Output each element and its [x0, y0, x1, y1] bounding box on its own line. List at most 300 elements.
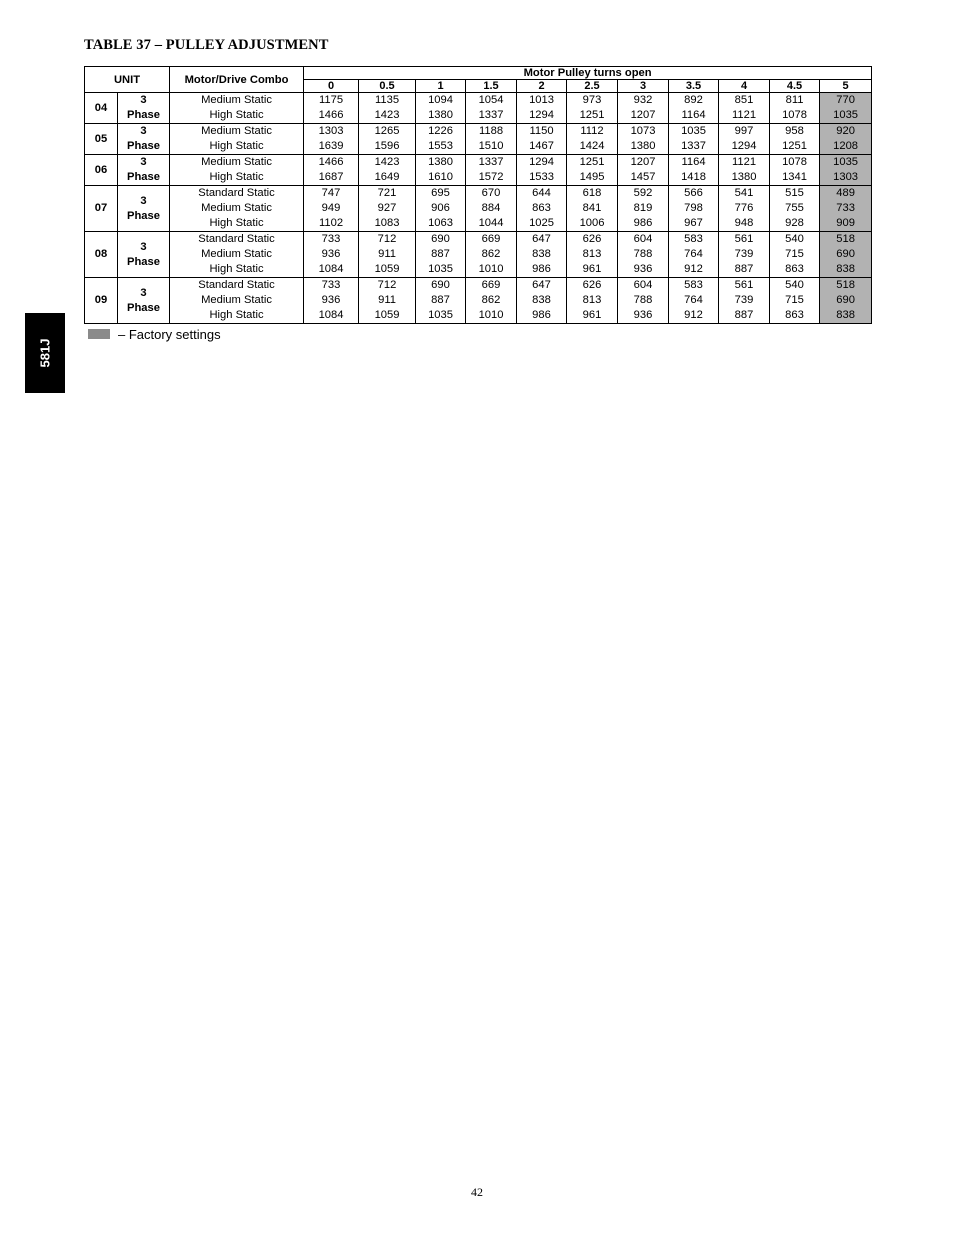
unit-label: 04 — [85, 93, 118, 124]
rpm-cell — [770, 186, 820, 232]
motor-drive-combo — [170, 186, 304, 232]
rpm-value: 566 — [684, 187, 703, 199]
rpm-cell — [669, 93, 719, 124]
motor-drive-combo — [170, 155, 304, 186]
rpm-value: 733 — [836, 202, 855, 214]
rpm-value: 1495 — [579, 171, 605, 183]
rpm-value: 540 — [785, 279, 804, 291]
combo-label: Medium Static — [201, 202, 272, 214]
rpm-value: 887 — [734, 309, 754, 321]
rpm-value: 1054 — [478, 94, 504, 106]
rpm-cell — [416, 93, 466, 124]
factory-setting-cell — [820, 93, 872, 124]
rpm-value: 739 — [734, 294, 754, 306]
rpm-value: 912 — [684, 309, 703, 321]
rpm-value: 811 — [785, 94, 804, 106]
phase-number: 3 — [140, 194, 147, 207]
rpm-cell — [567, 232, 618, 278]
rpm-cell — [466, 232, 517, 278]
rpm-cell — [719, 186, 770, 232]
rpm-cell — [517, 124, 567, 155]
legend-label: – Factory settings — [118, 326, 221, 342]
combo-label: High Static — [209, 217, 264, 229]
rpm-cell — [466, 124, 517, 155]
rpm-cell — [517, 278, 567, 324]
rpm-cell — [567, 278, 618, 324]
phase-word: Phase — [127, 140, 160, 152]
rpm-value: 892 — [684, 94, 703, 106]
rpm-value: 909 — [836, 217, 855, 229]
combo-label: High Static — [209, 140, 264, 152]
rpm-cell — [618, 155, 669, 186]
rpm-value: 669 — [481, 279, 501, 291]
rpm-value: 770 — [836, 94, 855, 106]
phase-word: Phase — [127, 255, 160, 268]
rpm-cell — [304, 186, 359, 232]
pulley-adjustment-table — [84, 66, 872, 324]
rpm-value: 647 — [532, 279, 551, 291]
rpm-value: 1380 — [630, 140, 656, 152]
phase-label — [118, 186, 170, 232]
combo-label: Medium Static — [201, 94, 272, 106]
rpm-cell — [359, 232, 416, 278]
rpm-value: 788 — [633, 248, 653, 260]
rpm-value: 604 — [633, 233, 653, 245]
factory-setting-cell — [820, 155, 872, 186]
rpm-value: 1553 — [428, 140, 453, 152]
rpm-value: 887 — [431, 294, 450, 306]
rpm-value: 733 — [321, 233, 341, 245]
rpm-value: 764 — [684, 294, 703, 306]
rpm-cell — [669, 232, 719, 278]
rpm-value: 1341 — [782, 171, 807, 183]
rpm-value: 851 — [734, 94, 754, 106]
header-row — [85, 67, 872, 80]
rpm-value: 561 — [734, 279, 754, 291]
turns-header-cell: 4.5 — [770, 80, 820, 93]
rpm-cell — [359, 124, 416, 155]
rpm-cell — [416, 232, 466, 278]
turns-header-cell: 5 — [820, 80, 872, 93]
rpm-cell — [567, 93, 618, 124]
rpm-value: 1687 — [318, 171, 344, 183]
rpm-cell — [770, 93, 820, 124]
rpm-value: 1251 — [579, 109, 605, 121]
rpm-cell — [669, 278, 719, 324]
rpm-cell — [304, 93, 359, 124]
turns-header-cell: 2.5 — [567, 80, 618, 93]
rpm-value: 626 — [582, 233, 602, 245]
rpm-value: 1596 — [374, 140, 400, 152]
rpm-value: 936 — [633, 263, 653, 275]
rpm-cell — [567, 124, 618, 155]
rpm-value: 1337 — [478, 109, 504, 121]
rpm-value: 776 — [734, 202, 754, 214]
rpm-value: 1572 — [478, 171, 504, 183]
unit-label: 06 — [85, 155, 118, 186]
rpm-cell — [517, 155, 567, 186]
table-title: TABLE 37 – PULLEY ADJUSTMENT — [84, 37, 329, 53]
rpm-value: 764 — [684, 248, 703, 260]
rpm-value: 583 — [684, 233, 703, 245]
rpm-value: 739 — [734, 248, 754, 260]
rpm-value: 819 — [633, 202, 653, 214]
rpm-value: 618 — [582, 187, 602, 199]
rpm-value: 936 — [321, 294, 341, 306]
rpm-value: 1510 — [478, 140, 504, 152]
rpm-value: 541 — [734, 187, 754, 199]
phase-number: 3 — [140, 125, 147, 137]
rpm-value: 912 — [684, 263, 703, 275]
rpm-value: 669 — [481, 233, 501, 245]
turns-header-cell: 3 — [618, 80, 669, 93]
rpm-value: 841 — [582, 202, 602, 214]
combo-label: Standard Static — [198, 233, 275, 245]
rpm-value: 1150 — [529, 125, 554, 137]
rpm-value: 1423 — [374, 109, 400, 121]
rpm-value: 1207 — [630, 156, 656, 168]
rpm-value: 1059 — [374, 263, 400, 275]
factory-setting-cell — [820, 186, 872, 232]
rpm-value: 788 — [633, 294, 653, 306]
rpm-cell — [416, 186, 466, 232]
rpm-cell — [304, 155, 359, 186]
rpm-value: 911 — [378, 294, 396, 306]
phase-label — [118, 155, 170, 186]
rpm-cell — [618, 93, 669, 124]
rpm-value: 1035 — [833, 156, 859, 168]
rpm-value: 1303 — [318, 125, 344, 137]
rpm-value: 1533 — [529, 171, 554, 183]
rpm-value: 1467 — [529, 140, 554, 152]
unit-row — [85, 186, 872, 232]
rpm-value: 1035 — [428, 309, 453, 321]
rpm-value: 936 — [321, 248, 341, 260]
rpm-value: 715 — [785, 248, 804, 260]
rpm-value: 1035 — [681, 125, 706, 137]
rpm-value: 884 — [481, 202, 501, 214]
rpm-cell — [770, 232, 820, 278]
factory-setting-cell — [820, 278, 872, 324]
rpm-value: 928 — [785, 217, 804, 229]
rpm-value: 626 — [582, 279, 602, 291]
rpm-value: 986 — [532, 263, 551, 275]
phase-number: 3 — [140, 156, 147, 168]
rpm-value: 1251 — [782, 140, 807, 152]
unit-row — [85, 155, 872, 186]
rpm-value: 838 — [836, 309, 855, 321]
rpm-cell — [618, 186, 669, 232]
rpm-value: 958 — [785, 125, 804, 137]
rpm-value: 1010 — [478, 263, 504, 275]
rpm-value: 712 — [377, 279, 397, 291]
combo-label: High Static — [209, 309, 264, 321]
rpm-cell — [567, 186, 618, 232]
combo-label: High Static — [209, 109, 264, 121]
rpm-value: 518 — [836, 233, 855, 245]
turns-header-cell: 0 — [304, 80, 359, 93]
rpm-value: 961 — [582, 309, 602, 321]
rpm-value: 986 — [532, 309, 551, 321]
rpm-value: 1084 — [318, 263, 344, 275]
rpm-cell — [304, 278, 359, 324]
motor-drive-combo — [170, 278, 304, 324]
rpm-value: 1380 — [428, 109, 453, 121]
phase-number: 3 — [140, 240, 147, 253]
combo-label: High Static — [209, 263, 264, 275]
unit-label: 05 — [85, 124, 118, 155]
rpm-value: 1112 — [580, 125, 604, 137]
phase-word: Phase — [127, 171, 160, 183]
rpm-cell — [517, 93, 567, 124]
rpm-cell — [719, 93, 770, 124]
rpm-value: 1078 — [782, 109, 807, 121]
rpm-value: 948 — [734, 217, 754, 229]
phase-word: Phase — [127, 301, 160, 314]
rpm-cell — [359, 186, 416, 232]
rpm-value: 1207 — [630, 109, 656, 121]
rpm-value: 906 — [431, 202, 450, 214]
rpm-value: 887 — [431, 248, 450, 260]
rpm-value: 1164 — [681, 109, 706, 121]
rpm-value: 755 — [785, 202, 804, 214]
rpm-value: 690 — [836, 248, 855, 260]
rpm-cell — [669, 186, 719, 232]
phase-word: Phase — [127, 209, 160, 222]
rpm-value: 1010 — [478, 309, 504, 321]
turns-header-cell: 2 — [517, 80, 567, 93]
rpm-value: 936 — [633, 309, 653, 321]
rpm-value: 690 — [431, 233, 450, 245]
unit-row — [85, 124, 872, 155]
rpm-value: 1135 — [374, 94, 400, 106]
header-turns-open: Motor Pulley turns open — [304, 67, 872, 80]
rpm-cell — [719, 124, 770, 155]
unit-label: 07 — [85, 186, 118, 232]
phase-number: 3 — [140, 286, 147, 299]
rpm-value: 1073 — [630, 125, 656, 137]
phase-number: 3 — [140, 94, 147, 106]
rpm-value: 1466 — [318, 109, 344, 121]
motor-drive-combo — [170, 93, 304, 124]
rpm-cell — [719, 155, 770, 186]
combo-label: Medium Static — [201, 294, 272, 306]
rpm-value: 1059 — [374, 309, 400, 321]
rpm-value: 1025 — [529, 217, 554, 229]
rpm-value: 1084 — [318, 309, 344, 321]
rpm-value: 1035 — [833, 109, 859, 121]
combo-label: High Static — [209, 171, 264, 183]
rpm-value: 1188 — [478, 125, 504, 137]
rpm-value: 887 — [734, 263, 754, 275]
rpm-value: 1083 — [374, 217, 400, 229]
rpm-cell — [517, 186, 567, 232]
rpm-cell — [719, 232, 770, 278]
turns-header-cell: 1.5 — [466, 80, 517, 93]
rpm-cell — [359, 155, 416, 186]
rpm-value: 1466 — [318, 156, 344, 168]
rpm-value: 715 — [785, 294, 804, 306]
rpm-cell — [517, 232, 567, 278]
rpm-value: 747 — [321, 187, 341, 199]
rpm-cell — [466, 155, 517, 186]
rpm-cell — [466, 93, 517, 124]
rpm-value: 932 — [633, 94, 653, 106]
rpm-value: 863 — [785, 309, 804, 321]
rpm-value: 973 — [582, 94, 602, 106]
turns-header-cell: 3.5 — [669, 80, 719, 93]
combo-label: Standard Static — [198, 187, 275, 199]
page-number: 42 — [471, 1185, 483, 1199]
rpm-value: 961 — [582, 263, 602, 275]
rpm-cell — [719, 278, 770, 324]
rpm-value: 670 — [481, 187, 501, 199]
phase-label — [118, 124, 170, 155]
motor-drive-combo — [170, 124, 304, 155]
phase-label — [118, 93, 170, 124]
factory-setting-swatch — [88, 329, 110, 339]
legend — [88, 327, 221, 341]
rpm-cell — [304, 232, 359, 278]
rpm-cell — [567, 155, 618, 186]
rpm-cell — [304, 124, 359, 155]
rpm-value: 1035 — [428, 263, 453, 275]
rpm-value: 1418 — [681, 171, 706, 183]
rpm-value: 644 — [532, 187, 551, 199]
rpm-value: 813 — [582, 294, 602, 306]
turns-header-cell: 0.5 — [359, 80, 416, 93]
rpm-value: 967 — [684, 217, 703, 229]
rpm-cell — [669, 155, 719, 186]
factory-setting-cell — [820, 124, 872, 155]
rpm-value: 1175 — [318, 94, 344, 106]
rpm-value: 1294 — [529, 109, 554, 121]
rpm-value: 1610 — [428, 171, 453, 183]
rpm-value: 1013 — [529, 94, 554, 106]
rpm-value: 1208 — [833, 140, 859, 152]
rpm-value: 583 — [684, 279, 703, 291]
rpm-value: 1226 — [428, 125, 453, 137]
rpm-value: 518 — [836, 279, 855, 291]
combo-label: Medium Static — [201, 248, 272, 260]
side-tab-label: 581J — [37, 338, 53, 368]
rpm-value: 690 — [836, 294, 855, 306]
combo-label: Standard Static — [198, 279, 275, 291]
rpm-cell — [359, 278, 416, 324]
rpm-value: 863 — [532, 202, 551, 214]
rpm-value: 1294 — [731, 140, 757, 152]
rpm-cell — [770, 124, 820, 155]
rpm-value: 1044 — [478, 217, 504, 229]
turns-header-cell: 4 — [719, 80, 770, 93]
rpm-value: 1337 — [681, 140, 706, 152]
rpm-value: 1380 — [428, 156, 453, 168]
rpm-value: 838 — [532, 294, 551, 306]
rpm-value: 1337 — [478, 156, 504, 168]
rpm-value: 862 — [481, 294, 501, 306]
rpm-value: 695 — [431, 187, 450, 199]
rpm-cell — [416, 124, 466, 155]
rpm-cell — [618, 124, 669, 155]
rpm-cell — [770, 278, 820, 324]
rpm-value: 1265 — [374, 125, 400, 137]
rpm-cell — [416, 278, 466, 324]
rpm-cell — [770, 155, 820, 186]
rpm-value: 1078 — [782, 156, 807, 168]
factory-setting-cell — [820, 232, 872, 278]
rpm-value: 1457 — [630, 171, 656, 183]
rpm-cell — [466, 186, 517, 232]
phase-label — [118, 232, 170, 278]
rpm-value: 862 — [481, 248, 501, 260]
rpm-value: 1121 — [731, 109, 757, 121]
rpm-value: 690 — [431, 279, 450, 291]
rpm-value: 911 — [378, 248, 396, 260]
rpm-value: 1423 — [374, 156, 400, 168]
combo-label: Medium Static — [201, 125, 272, 137]
header-motor-drive-combo: Motor/Drive Combo — [170, 67, 304, 93]
rpm-value: 838 — [532, 248, 551, 260]
combo-label: Medium Static — [201, 156, 272, 168]
rpm-value: 489 — [836, 187, 855, 199]
rpm-value: 604 — [633, 279, 653, 291]
rpm-cell — [466, 278, 517, 324]
rpm-value: 515 — [785, 187, 804, 199]
unit-row — [85, 232, 872, 278]
rpm-cell — [618, 232, 669, 278]
rpm-value: 1639 — [318, 140, 344, 152]
rpm-value: 1303 — [833, 171, 859, 183]
rpm-value: 1121 — [731, 156, 757, 168]
turns-header-cell: 1 — [416, 80, 466, 93]
phase-word: Phase — [127, 109, 160, 121]
rpm-value: 920 — [836, 125, 855, 137]
rpm-value: 997 — [734, 125, 754, 137]
rpm-value: 838 — [836, 263, 855, 275]
unit-row — [85, 93, 872, 124]
rpm-value: 561 — [734, 233, 754, 245]
rpm-value: 1164 — [681, 156, 706, 168]
rpm-value: 1649 — [374, 171, 400, 183]
rpm-cell — [416, 155, 466, 186]
rpm-value: 647 — [532, 233, 551, 245]
unit-label: 08 — [85, 232, 118, 278]
rpm-value: 798 — [684, 202, 703, 214]
rpm-value: 721 — [377, 187, 397, 199]
motor-drive-combo — [170, 232, 304, 278]
rpm-value: 863 — [785, 263, 804, 275]
rpm-value: 712 — [377, 233, 397, 245]
unit-label: 09 — [85, 278, 118, 324]
side-tab — [25, 313, 65, 393]
header-unit: UNIT — [85, 67, 170, 93]
rpm-value: 1094 — [428, 94, 453, 106]
rpm-cell — [669, 124, 719, 155]
rpm-value: 1251 — [579, 156, 605, 168]
rpm-value: 986 — [633, 217, 653, 229]
rpm-value: 1380 — [731, 171, 757, 183]
rpm-value: 733 — [321, 279, 341, 291]
rpm-value: 813 — [582, 248, 602, 260]
rpm-value: 1063 — [428, 217, 453, 229]
rpm-value: 1006 — [579, 217, 605, 229]
rpm-value: 949 — [321, 202, 341, 214]
rpm-value: 592 — [633, 187, 653, 199]
rpm-value: 1424 — [579, 140, 605, 152]
rpm-value: 1294 — [529, 156, 554, 168]
rpm-cell — [359, 93, 416, 124]
rpm-value: 540 — [785, 233, 804, 245]
